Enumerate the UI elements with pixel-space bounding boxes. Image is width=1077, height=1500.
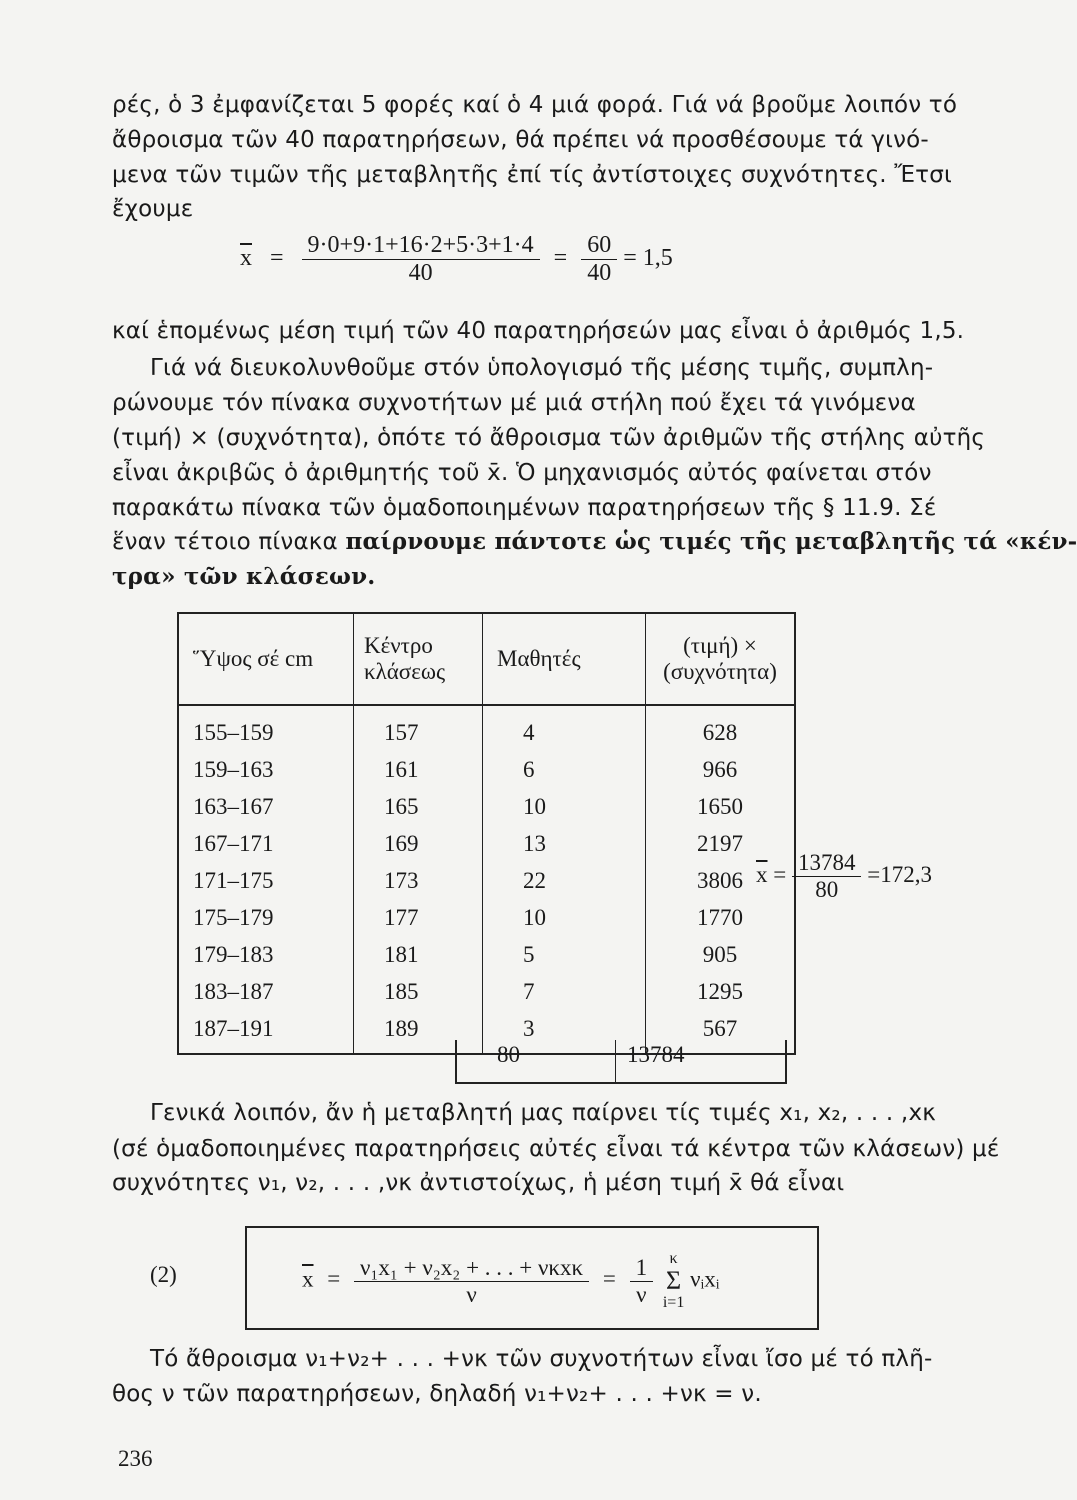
formula-number: (2)	[150, 1262, 177, 1287]
general-mean-formula: $\overline{x}$ = $\frac{\text{ν₁x₁ + ν₂x₂ + . . . + νκxκ}}{\nu}$ = $\frac{1}{\nu}$ κ Σ i=1 νᵢxᵢ	[245, 1226, 819, 1330]
text-line: (τιμή) × (συχνότητα), ὁπότε τό ἄθροισμα τῶν ἀριθμῶν τῆς στήλης αὐτῆς	[112, 425, 986, 451]
header-height: Ὕψος σέ cm	[178, 613, 354, 705]
formula-result: = 1,5	[623, 245, 673, 272]
table-row: 171–175 173 22 3806	[178, 862, 795, 899]
text-line: Γιά νά διευκολυνθοῦμε στόν ὑπολογισμό τῆς μέσης τιμῆς, συμπλη-	[150, 355, 934, 381]
text-line: ἔχουμε	[112, 196, 194, 222]
text-line: συχνότητες ν₁, ν₂, . . . ,νκ ἀντιστοίχως, ἡ μέση τιμή x̄ θά εἶναι	[112, 1170, 845, 1196]
text-line: Τό ἄθροισμα ν₁+ν₂+ . . . +νκ τῶν συχνοτήτων εἶναι ἴσο μέ τό πλῆ-	[150, 1346, 933, 1372]
frequency-table	[177, 612, 796, 1055]
text-line: ρές, ὁ 3 ἐμφανίζεται 5 φορές καί ὁ 4 μιά φορά. Γιά νά βροῦμε λοιπόν τό	[112, 92, 958, 118]
table-row: 179–183 181 5 905	[178, 936, 795, 973]
formula-fraction: $\frac{9\cdot 0+9\cdot 1+16\cdot 2+5\cdot 3+1\cdot 4}{40}$	[302, 232, 540, 287]
table-row: 159–163 161 6 966	[178, 751, 795, 788]
text-line: μενα τῶν τιμῶν τῆς μεταβλητῆς ἐπί τίς ἀντίστοιχες συχνότητες. Ἔτσι	[112, 162, 952, 188]
summation: κ Σ i=1	[662, 1250, 685, 1311]
text-line: (σέ ὁμαδοποιημένες παρατηρήσεις αὐτές εἶναι τά κέντρα τῶν κλάσεων) μέ	[112, 1136, 1000, 1162]
text-line: ἄθροισμα τῶν 40 παρατηρήσεων, θά πρέπει νά προσθέσουμε τά γινό-	[112, 127, 929, 153]
page-number: 236	[118, 1446, 153, 1471]
text-line: ρώνουμε τόν πίνακα συχνοτήτων μέ μιά στήλη πού ἔχει τά γινόμενα	[112, 390, 916, 416]
formula-lhs: $\overline{x}$	[240, 245, 252, 272]
total-students: 80	[497, 1042, 520, 1067]
text-line: Γενικά λοιπόν, ἄν ἡ μεταβλητή μας παίρνει τίς τιμές x₁, x₂, . . . ,xκ	[150, 1100, 937, 1126]
totals-divider	[615, 1040, 616, 1082]
table-row: 167–171 169 13 2197	[178, 825, 795, 862]
mean-formula: $\overline{x}$ = $\frac{9\cdot 0+9\cdot 1+16\cdot 2+5\cdot 3+1\cdot 4}{40}$ = $\frac{60}{40}$ = 1,5	[240, 232, 673, 286]
header-students: Μαθητές	[483, 613, 646, 705]
formula-fraction-2: $\frac{60}{40}$	[581, 232, 617, 287]
table-row: 183–187 185 7 1295	[178, 973, 795, 1010]
header-product: (τιμή) × (συχνότητα)	[646, 613, 796, 705]
table-row: 163–167 165 10 1650	[178, 788, 795, 825]
text-line: ἕναν τέτοιο πίνακα παίρνουμε πάντοτε ὡς τιμές τῆς μεταβλητῆς τά «κέν-	[112, 528, 1077, 555]
table-row: 175–179 177 10 1770	[178, 899, 795, 936]
table-row: 187–191 189 3 567	[178, 1010, 795, 1054]
text-line: τρα» τῶν κλάσεων.	[112, 563, 376, 590]
text-line: καί ἑπομένως μέση τιμή τῶν 40 παρατηρήσεών μας εἶναι ὁ ἀριθμός 1,5.	[112, 318, 965, 344]
table-row: 155–159 157 4 628	[178, 705, 795, 751]
totals-row	[455, 1040, 787, 1084]
text-line: εἶναι ἀκριβῶς ὁ ἀριθμητής τοῦ x̄. Ὁ μηχανισμός αὐτός φαίνεται στόν	[112, 460, 932, 486]
header-class-center: Κέντρο κλάσεως	[354, 613, 483, 705]
text-line: θος ν τῶν παρατηρήσεων, δηλαδή ν₁+ν₂+ . . . +νκ = ν.	[112, 1381, 762, 1407]
side-mean-formula: $\overline{x}$ = $\frac{13784}{80}$ =172,3	[756, 850, 932, 902]
text-line: παρακάτω πίνακα τῶν ὁμαδοποιημένων παρατηρήσεων τῆς § 11.9. Σέ	[112, 495, 937, 521]
total-product: 13784	[627, 1042, 685, 1067]
